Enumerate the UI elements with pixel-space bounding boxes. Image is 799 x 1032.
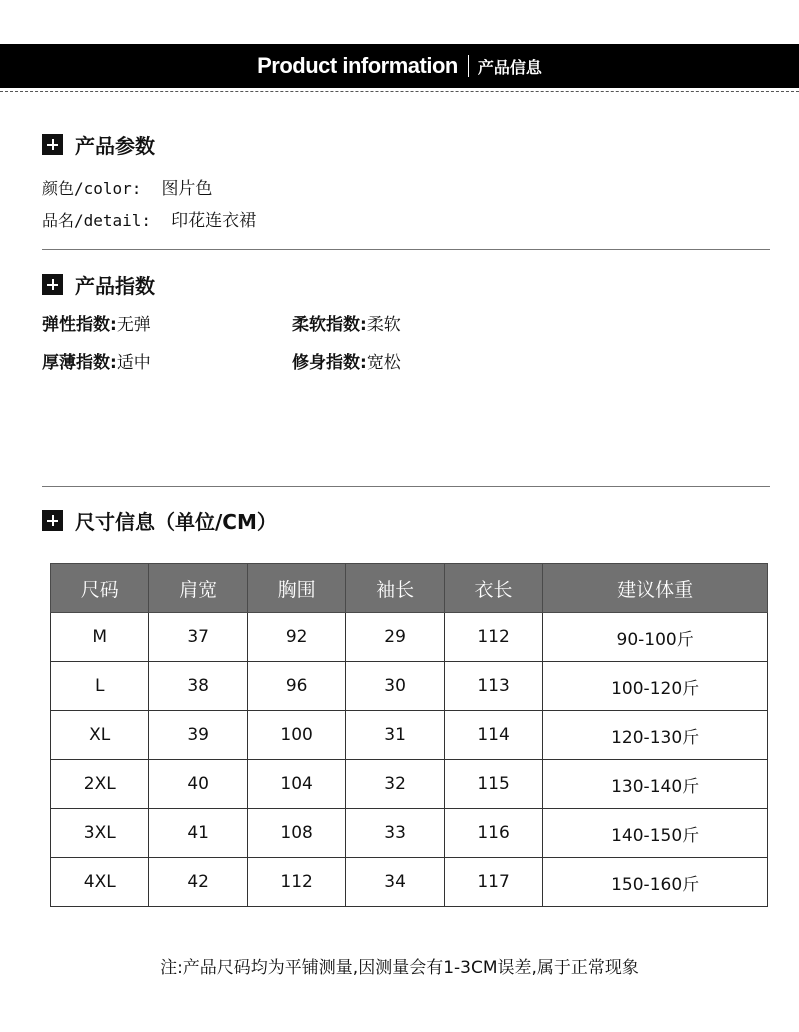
column-header: 尺码 — [51, 564, 149, 613]
table-header-row — [51, 564, 768, 613]
table-cell: 2XL — [51, 760, 149, 809]
table-cell: 108 — [247, 809, 345, 858]
table-cell: L — [51, 662, 149, 711]
section-divider — [42, 486, 770, 487]
table-cell: 4XL — [51, 858, 149, 907]
index-label: 厚薄指数: — [42, 353, 117, 373]
section-title-params-text: 产品参数 — [75, 134, 155, 158]
column-header: 袖长 — [346, 564, 444, 613]
table-cell: 100 — [247, 711, 345, 760]
plus-icon — [42, 274, 63, 295]
table-cell: 100-120斤 — [543, 662, 768, 711]
table-row — [51, 760, 768, 809]
param-row-detail — [42, 206, 256, 231]
table-cell: 92 — [247, 613, 345, 662]
table-cell: 30 — [346, 662, 444, 711]
table-cell: 41 — [149, 809, 247, 858]
banner-title-cn: 产品信息 — [477, 57, 542, 77]
table-cell: 42 — [149, 858, 247, 907]
table-row — [51, 613, 768, 662]
table-cell: 116 — [444, 809, 542, 858]
section-title-size — [42, 506, 277, 535]
index-label: 柔软指数: — [292, 315, 367, 335]
section-title-params — [42, 130, 155, 159]
table-cell: 34 — [346, 858, 444, 907]
table-cell: 33 — [346, 809, 444, 858]
section-title-size-text: 尺寸信息（单位/CM） — [75, 510, 277, 534]
index-fit — [292, 348, 401, 373]
header-banner — [0, 44, 799, 88]
table-row — [51, 858, 768, 907]
column-header: 肩宽 — [149, 564, 247, 613]
table-cell: 113 — [444, 662, 542, 711]
table-cell: 112 — [247, 858, 345, 907]
table-cell: 29 — [346, 613, 444, 662]
banner-title-en: Product information — [257, 53, 458, 78]
index-softness — [292, 310, 401, 335]
param-value: 印花连衣裙 — [171, 211, 257, 231]
param-value: 图片色 — [161, 179, 213, 199]
table-cell: 117 — [444, 858, 542, 907]
index-thickness — [42, 348, 151, 373]
dashed-divider — [0, 91, 799, 92]
section-title-indices — [42, 270, 155, 299]
column-header: 建议体重 — [543, 564, 768, 613]
table-cell: 31 — [346, 711, 444, 760]
section-divider — [42, 249, 770, 250]
table-cell: 112 — [444, 613, 542, 662]
param-row-color — [42, 174, 212, 199]
param-label: 颜色/color: — [42, 179, 142, 198]
table-cell: 114 — [444, 711, 542, 760]
table-cell: 104 — [247, 760, 345, 809]
column-header: 胸围 — [247, 564, 345, 613]
banner-divider — [468, 55, 469, 77]
table-cell: 39 — [149, 711, 247, 760]
index-value: 适中 — [116, 353, 151, 373]
table-cell: 150-160斤 — [543, 858, 768, 907]
table-cell: M — [51, 613, 149, 662]
table-cell: 96 — [247, 662, 345, 711]
table-cell: 40 — [149, 760, 247, 809]
size-table — [50, 563, 768, 907]
index-label: 修身指数: — [292, 353, 367, 373]
index-value: 无弹 — [116, 315, 151, 335]
index-elasticity — [42, 310, 151, 335]
table-row — [51, 711, 768, 760]
table-cell: 3XL — [51, 809, 149, 858]
plus-icon — [42, 134, 63, 155]
table-cell: XL — [51, 711, 149, 760]
table-cell: 37 — [149, 613, 247, 662]
index-label: 弹性指数: — [42, 315, 117, 335]
table-cell: 90-100斤 — [543, 613, 768, 662]
column-header: 衣长 — [444, 564, 542, 613]
table-cell: 120-130斤 — [543, 711, 768, 760]
index-value: 宽松 — [366, 353, 401, 373]
table-row — [51, 809, 768, 858]
table-cell: 32 — [346, 760, 444, 809]
param-label: 品名/detail: — [42, 211, 152, 230]
table-cell: 38 — [149, 662, 247, 711]
table-cell: 130-140斤 — [543, 760, 768, 809]
section-title-indices-text: 产品指数 — [75, 274, 155, 298]
table-cell: 115 — [444, 760, 542, 809]
measurement-note: 注:产品尺码均为平铺测量,因测量会有1-3CM误差,属于正常现象 — [160, 958, 639, 978]
plus-icon — [42, 510, 63, 531]
table-cell: 140-150斤 — [543, 809, 768, 858]
index-value: 柔软 — [366, 315, 401, 335]
table-row — [51, 662, 768, 711]
